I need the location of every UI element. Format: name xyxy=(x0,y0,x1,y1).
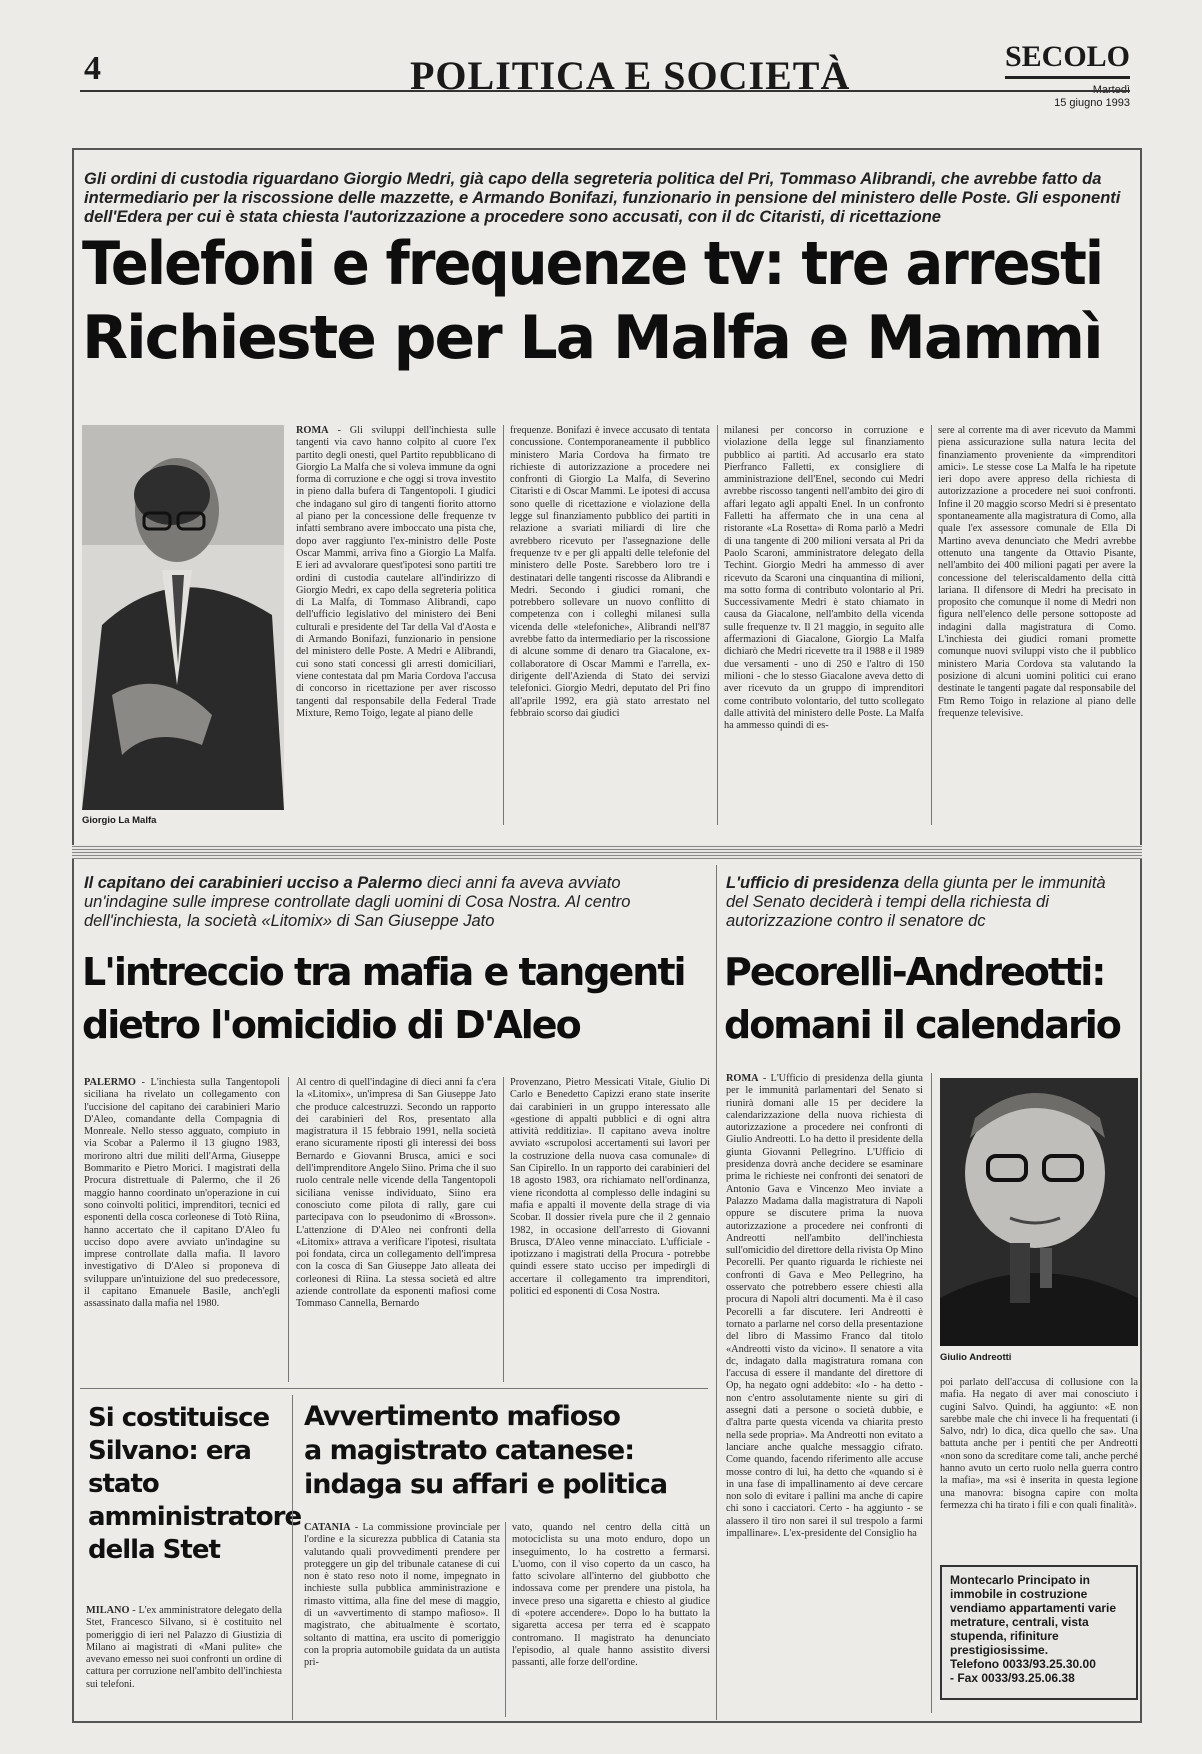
catania-headline-line3: indaga su affari e politica xyxy=(304,1469,668,1500)
catania-column-1 xyxy=(304,1522,500,1717)
andreotti-column-2: poi parlato dell'accusa di collusione con la mafia. Ha negato di aver mai conosciuto i cugini Salvo. Quindi, ha aggiunto: «E non sarebbe male che chi invece li ha frequentati (i Salvo, ndr) lo dica, dica quello che sa». Una battuta anche per i pentiti che per Andreotti «non sono da screditare come tali, anche perché hanno avuto un certo ruolo nella guerra contro la mafia», ma «si è inserita in questa legione una manovra: bisogna capire con molta fermezza chi ha tirato i fili e con quali finalità». xyxy=(940,1377,1138,1511)
column-rule xyxy=(503,425,504,825)
lead-dateline: ROMA xyxy=(296,425,329,436)
lead-column-1 xyxy=(296,425,496,825)
lead-column-4: sere al corrente ma di aver ricevuto da Mammì piena assicurazione sulla natura lecita del finanziamento proveniente da «imprenditori amici». Le stesse cose La Malfa le ha ripetute ieri dopo avere appreso della richiesta di autorizzazione a procedere nei suoi confronti. Infine il 20 maggio scorso Medri si è presentato spontaneamente alla magistratura di Como, alla quale l'ex assessore comunale de Ella Di Martino aveva denunciato che Medri avrebbe ottenuto una tangente da Ottavio Pisante, nell'ambito dei 400 milioni pagati per avere la concessione del teleriscaldamento della città lariana. Il difensore di Medri ha precisato in proposito che comunque il nome di Medri non figura nell'elenco delle persone sottoposte ad indagini dalla magistratura di Como. L'inchiesta dei giudici romani promette comunque nuovi sviluppi visto che il pubblico ministero Maria Cordova sta valutando la posizione di alcuni uomini politici cui erano destinate le tangenti pagate dal responsabile del Ftm Remo Toigo in relazione al piano delle frequenze televisive. xyxy=(938,425,1136,719)
silvano-column-1-text: - L'ex amministratore delegato della Stet, Francesco Silvano, si è costituito nel pomeriggio di ieri nel Palazzo di Giustizia di Milano ai magistrati di «Mani pulite» che avevano emesso nei suoi confronti un ordine di cattura per corruzione nell'ambito dell'inchiesta sui telefoni. xyxy=(86,1605,282,1690)
andreotti-kicker-bold: L'ufficio di presidenza xyxy=(726,874,900,892)
page-number: 4 xyxy=(84,50,101,87)
classified-advert xyxy=(940,1565,1138,1700)
column-rule xyxy=(288,1077,289,1382)
andreotti-kicker xyxy=(726,874,1126,931)
catania-dateline: CATANIA xyxy=(304,1522,351,1533)
catania-headline-line2: a magistrato catanese: xyxy=(304,1435,634,1466)
mafia-column-2: Al centro di quell'indagine di dieci anni fa c'era la «Litomix», un'impresa di San Giuseppe Jato che produce calcestruzzi. Secondo un rapporto dei carabinieri del Ros, presentato alla magistratura il 15 febbraio 1991, nella società erano sicuramente riposti gli interessi dei boss Bernardo e Giovanni Brusca, amici e soci dell'imprenditore Angelo Siino. Prima che il suo ruolo centrale nelle vicende della Tangentopoli siciliana venisse individuato, Siino era conosciuto come pilota di rally, gare cui partecipava con lo pseudonimo di «Brosson». L'attenzione di D'Aleo nei confronti della «Litomix» attrava a verificare l'ipotesi, risultata poi fondata, circa un collegamento dell'impresa con la cosca di San Giuseppe Jato alleata dei corleonesi di Riina. La stessa società ed altre aziende controllate da esponenti mafiosi come Tommaso Cannella, Bernardo xyxy=(296,1077,496,1310)
advert-text: Montecarlo Principato in immobile in costruzione vendiamo appartamenti varie metrature, centrali, vista stupenda, rifiniture prestigiosissime. xyxy=(950,1573,1117,1657)
column-rule xyxy=(503,1077,504,1382)
andreotti-column-1-text: - L'Ufficio di presidenza della giunta per le immunità parlamentari del Senato si riunirà domani alle 15 per decidere la calendarizzazione della nuova richiesta di autorizzazione a procedere nei confronti di Giulio Andreotti. Lo ha detto il presidente della giunta Giovanni Pellegrino. L'Ufficio di presidenza dovrà anche decidere se esaminare prima le richieste nei confronti dei senatori de Antonio Gava e Vincenzo Meo inviate a Palazzo Madama dalla magistratura di Napoli oppure se discutere prima la nuova autorizzazione a procedere nei confronti di Andreotti nell'ambito dell'inchiesta sull'omicidio del direttore della rivista Op Mino Pecorelli. Per quanto riguarda le richieste nei confronti di Gava e Meo Pellegrino, ha osservato che potrebbero essere chiesti alla procura di Napoli altri documenti. Ma è il caso Pecorelli a far discutere. Ieri Andreotti è tornato a parlarne nel corso della presentazione del libro di Massimo Franco dal titolo «Andreotti visto da vicino». Il senatore a vita dc, indagato dalla magistratura romana con l'accusa di essere il mandante del direttore di Op, ha negato ogni addebito: «Io - ha detto - non c'entro assolutamente niente su giri di assegni dati a persone o società dubbie, e d'altra parte questa vicenda va chiarita presto nella sede propria». Ma Andreotti non evitato a lanciare anche qualche messaggio cifrato. Come quando, facendo riferimento alle accuse mosse contro di lui, ha detto che «quando si è in una fase di impallinamento ai deve cercare non solo di evitare i pallini ma anche di capire chi sono i cacciatori. Certo - ha aggiunto - se alassero il tiro non sarei il sul trespolo a farmi impallinare». L'ex-presidente del Consiglio ha xyxy=(726,1073,923,1539)
catania-column-1-text: - La commissione provinciale per l'ordine e la sicurezza pubblica di Catania sta valutando quali provvedimenti prendere per proteggere un gip del tribunale catanese di cui non è stato reso noto il nome, impegnato in inchieste sulla pubblica amministrazione e rimasto vittima, alla fine del mese di maggio, di un «avvertimento di stampo mafioso». Il magistrato, che abitualmente è scortato, soltanto di mattina, era uscito di pomeriggio con la propria automobile guidata da un autista pri- xyxy=(304,1522,500,1669)
andreotti-headline-line1: Pecorelli-Andreotti: xyxy=(724,950,1105,994)
mafia-headline-line1: L'intreccio tra mafia e tangenti xyxy=(82,950,685,994)
bottom-section-rule xyxy=(80,1388,708,1389)
masthead-rule xyxy=(80,90,1130,92)
lead-column-1-text: - Gli sviluppi dell'inchiesta sulle tangenti via cavo hanno colpito al cuore l'ex partito degli onesti, quel Partito repubblicano di Giorgio La Malfa che si voleva immune da ogni forma di corruzione e che oggi si trova investito in pieno dalla bufera di Tangentopoli. I giudici che indagano sul giro di tangenti fiorito attorno al piano per la concessione delle frequenze tv infatti sembrano avere imboccato una pista che, dopo aver raggiunto l'ex-ministro delle Poste Oscar Mammì, arriva fino a Giorgio La Malfa. E ieri ad avvalorare quest'ipotesi sono partiti tre ordini di custodia cautelare all'indirizzo di Giorgio Medri, ex capo della segreteria politica di La Malfa, di Tommaso Alibrandi, capo dell'ufficio legislativo del ministero dei Beni culturali e presidente del Tar della Val d'Aosta e di Armando Bonifazi, funzionario in pensione del ministero delle Poste. A Medri e Alibrandi, cui sono stati concessi gli arresti domiciliari, viene contestata dal pm Maria Cordova l'accusa di concorso in ricettazione per aver riscosso tangenti dal responsabile della Federal Trade Mixture, Remo Toigo, legate al piano delle xyxy=(296,425,496,719)
advert-fax: - Fax 0033/93.25.06.38 xyxy=(950,1671,1075,1685)
silvano-column-1 xyxy=(86,1605,282,1715)
issue-day: Martedì xyxy=(1092,84,1130,96)
andreotti-dateline: ROMA xyxy=(726,1073,759,1084)
lead-headline-line2: Richieste per La Malfa e Mammì xyxy=(82,303,1102,373)
column-rule xyxy=(292,1395,293,1720)
issue-date-text: 15 giugno 1993 xyxy=(1054,96,1130,109)
photo-caption-andreotti: Giulio Andreotti xyxy=(940,1352,1012,1363)
newspaper-name: SECOLO xyxy=(1005,40,1130,79)
mafia-kicker-rest: dieci anni fa aveva avviato un'indagine sulle imprese controllate dagli uomini di Cosa Nostra. Al centro dell'inchiesta, la società «Litomix» di San Giuseppe Jato xyxy=(84,874,631,930)
lead-kicker: Gli ordini di custodia riguardano Giorgio Medri, già capo della segreteria politica del Pri, Tommaso Alibrandi, che avrebbe fatto da intermediario per la riscossione delle mazzette, e Armando Bonifazi, funzionario in pensione del ministero delle Poste. Gli esponenti dell'Edera per cui è stata chiesta l'autorizzazione a procedere sono accusati, con il dc Citaristi, di ricettazione xyxy=(84,170,1121,226)
column-rule xyxy=(931,1073,932,1713)
silvano-headline: Si costituisce Silvano: era stato amministratore della Stet xyxy=(88,1403,302,1565)
photo-giorgio-la-malfa xyxy=(82,425,284,810)
mafia-column-1-text: - L'inchiesta sulla Tangentopoli siciliana ha rivelato un collegamento con l'uccisione del capitano dei carabinieri Mario D'Aleo, comandante della Compagnia di Monreale. Nello stesso agguato, compiuto in via Scobar a Palermo il 13 giugno 1983, morirono altri due militi dell'Arma, Giuseppe Bommarito e Pietro Morici. I magistrati della Procura distrettuale di Palermo, che il 26 maggio hanno coordinato un'operazione in cui sono coinvolti politici, imprenditori, tecnici ed esponenti della cosca corleonese di Totò Riina, hanno accertato che il capitano D'Aleo fu ucciso dopo avere avviato un'indagine su imprese controllate dalla mafia. Il lavoro investigativo di D'Aleo si proponeva di sviluppare un'intuizione del suo predecessore, il capitano Emanuele Basile, anch'egli assassinato dalla mafia nel 1980. xyxy=(84,1077,280,1310)
section-divider-band xyxy=(72,845,1142,859)
andreotti-kicker-rest: della giunta per le immunità del Senato deciderà i tempi della richiesta di autorizzazione contro il senatore dc xyxy=(726,874,1106,930)
portrait-la-malfa xyxy=(82,425,284,810)
section-title: POLITICA E SOCIETÀ xyxy=(410,53,851,98)
advert-phone: Telefono 0033/93.25.30.00 xyxy=(950,1657,1096,1671)
mafia-column-3: Provenzano, Pietro Messicati Vitale, Giulio Di Carlo e Benedetto Capizzi erano state inserite dai carabinieri in un gruppo interessato alle «gestione di appalti pubblici e di ogni altra attività redditizia». Il capitano aveva inoltre avviato «scrupolosi accertamenti sui lavori per la costruzione della nuova casa comunale» di San Cipirello. In un rapporto dei carabinieri del 18 agosto 1983, ora richiamato nell'ordinanza, viene ricondotta al complesso delle indagini su mafia e appalti il movente della strage di via Scobar. Il dossier rivela pure che il 2 gennaio 1982, in occasione dell'arresto di Giovanni Brusca, D'Aleo venne minacciato. L'ufficiale - ipotizzano i magistrati della Procura - potrebbe quindi essere stato ucciso per impedirgli di accertare il collegamento tra imprenditori, politici ed esponenti di Cosa Nostra. xyxy=(510,1077,710,1298)
catania-headline-line1: Avvertimento mafioso xyxy=(304,1401,620,1432)
mafia-column-1 xyxy=(84,1077,280,1382)
lead-column-2: frequenze. Bonifazi è invece accusato di tentata concussione. Contemporaneamente il pubblico ministero Maria Cordova ha firmato tre richieste di autorizzazione a procedere nei confronti di Giorgio La Malfa, di Severino Citaristi e di Oscar Mammì. Le ipotesi di accusa sono quelle di ricettazione e violazione della legge sul finanziamento pubblico dei partiti in relazione a svariati miliardi di lire che avrebbero ricevuto per l'assegnazione delle frequenze tv e per gli appalti delle telefonie del ministero delle Poste. Sarebbero loro tre i destinatari delle tangenti riscosse da Alibrandi e Medri. Secondo i giudici romani, che potrebbero sollevare un nuovo conflitto di competenza con i colleghi milanesi sulla vicenda delle «telefoniche», Alibrandi nell'87 avrebbe fatto da intermediario per la riscossione di alcune somme di denaro tra Giacalone, ex-collaboratore di Oscar Mammì e l'arrella, ex-dirigente dell'Azienda di Stato dei servizi telefonici. Giorgio Medri, deputato del Pri fino all'aprile 1992, era già stato arrestato nel febbraio scorso dai giudici xyxy=(510,425,710,719)
mafia-kicker xyxy=(84,874,694,931)
lead-column-3: milanesi per concorso in corruzione e violazione della legge sul finanziamento pubblico ai partiti. Ad accusarlo era stato Pierfranco Falletti, ex consigliere di amministrazione dell'Enel, secondo cui Medri avrebbe riscosso tangenti nell'ambito dei giro di affari legato agli appalti Enel. In un confronto Falletti ha affermato che in una cena al ristorante «La Rosetta» di Roma parlò a Medri di una tangente di 200 milioni versata al Pri da Paolo Scaroni, amministratore delegato della Techint. Giorgio Medri ha ammesso di aver ricevuto da Scaroni una cinquantina di milioni, ma sotto forma di contributo volontario al Pri. Successivamente Medri è stato chiamato in causa da Giacalone, nell'ambito della vicenda sulle frequenze tv. Il 21 maggio, in seguito alle affermazioni di Giacalone, Giorgio La Malfa dichiarò che Medri ricevette tra il 1988 e il 1989 due versamenti - uno di 250 e l'altro di 150 milioni - che lo stesso Giacalone aveva detto di aver ricevuto da un gruppo di imprenditori come contributo volontario, del tutto scollegato dalle attività del ministero delle Poste. La Malfa ha ammesso quindi di es- xyxy=(724,425,924,732)
column-rule xyxy=(931,425,932,825)
section-vertical-rule xyxy=(716,865,717,1720)
photo-caption-la-malfa: Giorgio La Malfa xyxy=(82,815,157,826)
mafia-headline-line2: dietro l'omicidio di D'Aleo xyxy=(82,1003,580,1047)
column-rule xyxy=(717,425,718,825)
mafia-kicker-bold: Il capitano dei carabinieri ucciso a Palermo xyxy=(84,874,423,892)
mafia-dateline: PALERMO xyxy=(84,1077,136,1088)
lead-headline-line1: Telefoni e frequenze tv: tre arresti xyxy=(82,229,1103,299)
column-rule xyxy=(505,1522,506,1717)
andreotti-column-1 xyxy=(726,1073,923,1713)
portrait-andreotti xyxy=(940,1078,1138,1346)
issue-date xyxy=(1054,84,1130,109)
photo-giulio-andreotti xyxy=(940,1078,1138,1346)
andreotti-headline-line2: domani il calendario xyxy=(724,1003,1120,1047)
catania-column-2: vato, quando nel centro della città un motociclista su una moto enduro, dopo un inseguimento, lo ha costretto a fermarsi. L'uomo, con il viso coperto da un casco, ha fatto scivolare all'interno del giubbotto che indossava come per prendere una pistola, ha invece preso una sigaretta e chiesto al giudice di «potere accendere». Dopo lo ha buttato la sigaretta accesa per terra ed è scappato contromano. Il magistrato ha denunciato l'episodio, al quale hanno assistito diversi passanti, alle forze dell'ordine. xyxy=(512,1522,710,1669)
silvano-dateline: MILANO xyxy=(86,1605,130,1616)
